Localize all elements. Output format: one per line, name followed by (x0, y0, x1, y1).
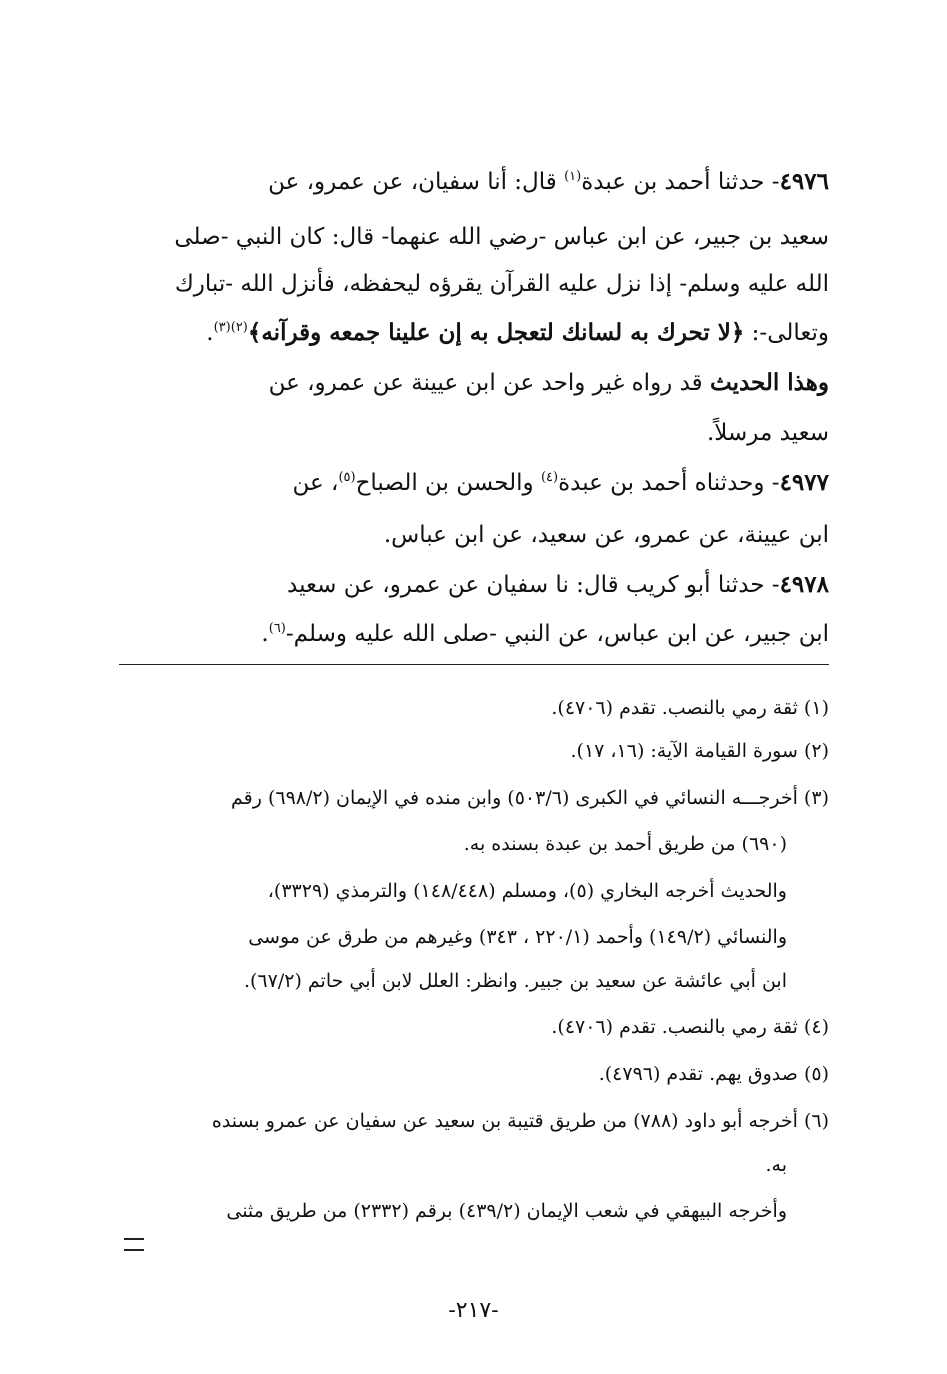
hadith-4978-line-2 (124, 614, 829, 654)
footnote-2: (٢) سورة القيامة الآية: (١٦، ١٧). (570, 740, 829, 762)
punctuation: . (261, 621, 269, 647)
remark-line-1 (124, 363, 829, 403)
hadith-4976-line-3: الله عليه وسلم- إذا نزل عليه القرآن يقرؤه ليحفظه، فأنزل الله -تبارك (174, 271, 829, 297)
page-number: -٢١٧- (448, 1298, 499, 1323)
footnote-3-line-5: ابن أبي عائشة عن سعيد بن جبير. وانظر: العلل لابن أبي حاتم (٦٧/٢). (243, 970, 787, 992)
quran-verse: ﴿لا تحرك به لسانك لتعجل به إن علينا جمعه وقرآنه﴾ (247, 319, 745, 346)
hadith-number: ٤٩٧٨ (779, 571, 829, 598)
hadith-4976-line-2: سعيد بن جبير، عن ابن عباس -رضي الله عنهما- قال: كان النبي -صلى (174, 224, 829, 250)
footnote-3-line-2: (٦٩٠) من طريق أحمد بن عبدة بسنده به. (463, 833, 787, 855)
hadith-4977-line-1 (124, 463, 829, 503)
footnote-3-line-1: (٣) أخرجـــه النسائي في الكبرى (٥٠٣/٦) وابن منده في الإيمان (٦٩٨/٢) رقم (231, 787, 829, 809)
footnote-6-line-3: وأخرجه البيهقي في شعب الإيمان (٤٣٩/٢) برقم (٢٣٣٢) من طريق مثنى (226, 1200, 787, 1222)
hadith-text: وتعالى-: (744, 320, 829, 346)
footnote-ref[interactable]: (٦) (268, 621, 286, 636)
hadith-4976-line-4 (124, 313, 829, 353)
footnote-ref[interactable]: (٥) (338, 470, 356, 485)
hadith-text: ، عن (292, 470, 339, 496)
hadith-4978-line-1 (124, 565, 829, 605)
footnote-5: (٥) صدوق يهم. تقدم (٤٧٩٦). (598, 1063, 829, 1085)
footnote-separator (119, 664, 829, 665)
continuation-mark (124, 1238, 144, 1251)
hadith-text: ابن جبير، عن ابن عباس، عن النبي -صلى الله عليه وسلم- (285, 621, 829, 647)
footnote-3-line-3: والحديث أخرجه البخاري (٥)، ومسلم (١٤٨/٤٤٨) والترمذي (٣٣٢٩)، (267, 880, 787, 902)
footnote-ref[interactable]: (١) (564, 169, 582, 184)
remark-text: قد رواه غير واحد عن ابن عيينة عن عمرو، عن (268, 370, 710, 396)
remark-lead: وهذا الحديث (709, 369, 829, 396)
footnote-1: (١) ثقة رمي بالنصب. تقدم (٤٧٠٦). (551, 697, 829, 719)
footnote-6-line-2: به. (765, 1154, 787, 1176)
footnote-6-line-1: (٦) أخرجه أبو داود (٧٨٨) من طريق قتيبة بن سعيد عن سفيان عن عمرو بسنده (211, 1110, 829, 1132)
hadith-4976-line-1 (124, 162, 829, 202)
hadith-number: ٤٩٧٦ (779, 168, 829, 195)
hadith-text: - حدثنا أحمد بن عبدة (581, 169, 780, 195)
hadith-4977-line-2: ابن عيينة، عن عمرو، عن سعيد، عن ابن عباس. (383, 522, 829, 548)
footnote-ref[interactable]: (٢)(٣) (213, 320, 248, 335)
hadith-text: - وحدثناه أحمد بن عبدة (558, 470, 780, 496)
hadith-text: والحسن بن الصباح (355, 470, 541, 496)
footnote-ref[interactable]: (٤) (540, 470, 559, 485)
hadith-text: قال: أنا سفيان، عن عمرو، عن (268, 169, 565, 195)
punctuation: . (206, 320, 214, 346)
footnote-4: (٤) ثقة رمي بالنصب. تقدم (٤٧٠٦). (551, 1016, 829, 1038)
footnote-3-line-4: والنسائي (١٤٩/٢) وأحمد (٢٢٠/١ ، ٣٤٣) وغيرهم من طرق عن موسى (248, 926, 787, 948)
hadith-text: - حدثنا أبو كريب قال: نا سفيان عن عمرو، عن سعيد (287, 572, 780, 598)
remark-line-2: سعيد مرسلاً. (706, 420, 829, 446)
hadith-number: ٤٩٧٧ (779, 469, 829, 496)
